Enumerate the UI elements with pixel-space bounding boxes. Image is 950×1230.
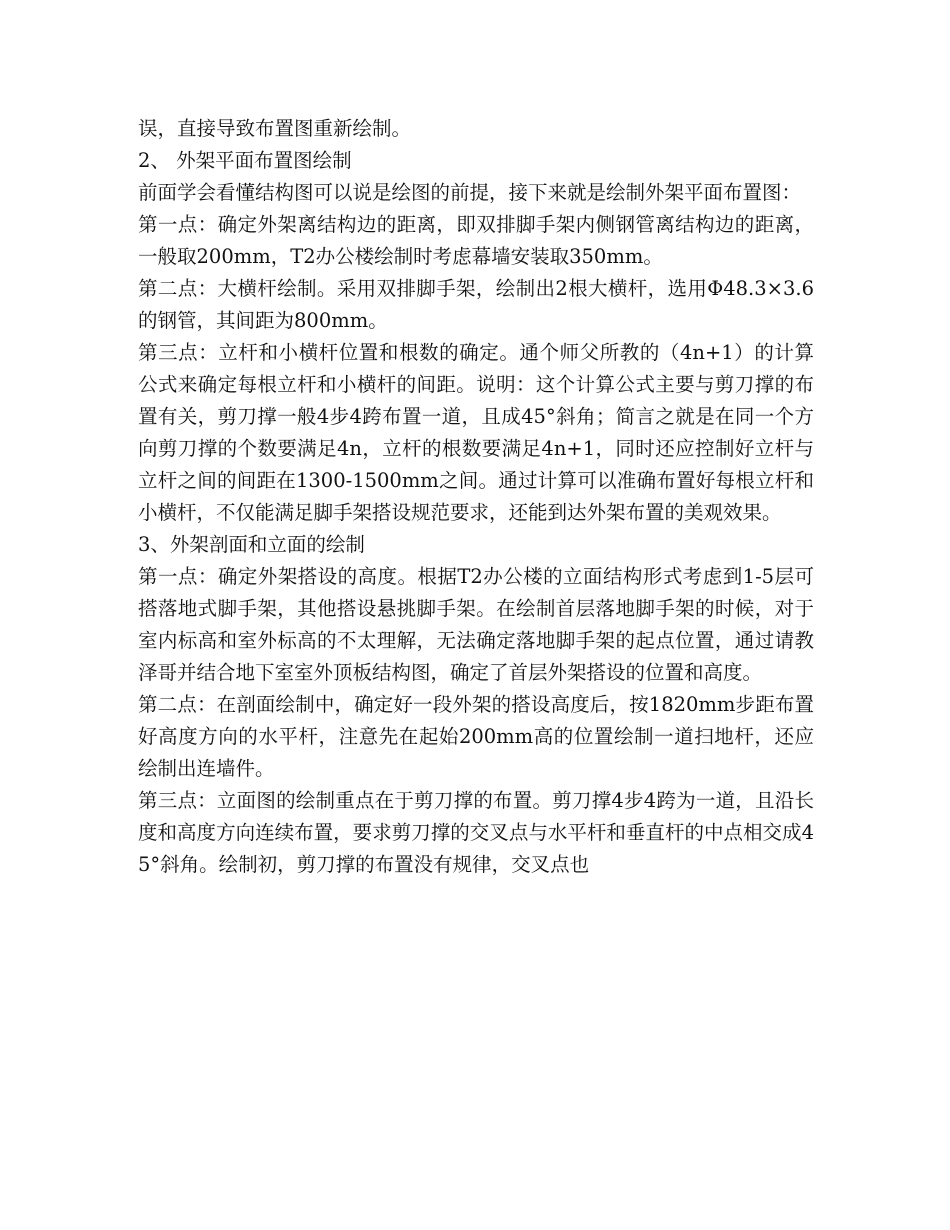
paragraph-point-3: 第三点：立杆和小横杆位置和根数的确定。通个师父所教的（4n+1）的计算公式来确定每根立杆和小横杆的间距。说明：这个计算公式主要与剪刀撑的布置有关，剪刀撑一般4步4跨布置一道，且成45°斜角；简言之就是在同一个方向剪刀撑的个数要满足4n，立杆的根数要满足4n+1，同时还应控制好立杆与立杆之间的间距在1300-1500mm之间。通过计算可以准确布置好每根立杆和小横杆，不仅能满足脚手架搭设规范要求，还能到达外架布置的美观效果。 [138,341,814,524]
section-heading-3: 3、外架剖面和立面的绘制 [138,533,365,556]
paragraph-section3-point-1: 第一点：确定外架搭设的高度。根据T2办公楼的立面结构形式考虑到1-5层可搭落地式脚手架，其他搭设悬挑脚手架。在绘制首层落地脚手架的时候，对于室内标高和室外标高的不太理解，无法确定落地脚手架的起点位置，通过请教泽哥并结合地下室室外顶板结构图，确定了首层外架搭设的位置和高度。 [138,565,814,684]
document-body [138,113,814,881]
section-heading-2: 2、 外架平面布置图绘制 [138,149,352,172]
paragraph-section3-point-2: 第二点：在剖面绘制中，确定好一段外架的搭设高度后，按1820mm步距布置好高度方向的水平杆，注意先在起始200mm高的位置绘制一道扫地杆，还应绘制出连墙件。 [138,693,814,780]
paragraph-section3-point-3: 第三点：立面图的绘制重点在于剪刀撑的布置。剪刀撑4步4跨为一道，且沿长度和高度方向连续布置，要求剪刀撑的交叉点与水平杆和垂直杆的中点相交成45°斜角。绘制初，剪刀撑的布置没有规律，交叉点也 [138,789,814,876]
paragraph-intro: 前面学会看懂结构图可以说是绘图的前提，接下来就是绘制外架平面布置图： [138,181,802,204]
paragraph-point-2: 第二点：大横杆绘制。采用双排脚手架，绘制出2根大横杆，选用Φ48.3×3.6的钢管，其间距为800mm。 [138,277,814,332]
paragraph-point-1: 第一点：确定外架离结构边的距离，即双排脚手架内侧钢管离结构边的距离，一般取200mm，T2办公楼绘制时考虑幕墙安装取350mm。 [138,213,814,268]
paragraph-continuation: 误，直接导致布置图重新绘制。 [138,117,412,140]
